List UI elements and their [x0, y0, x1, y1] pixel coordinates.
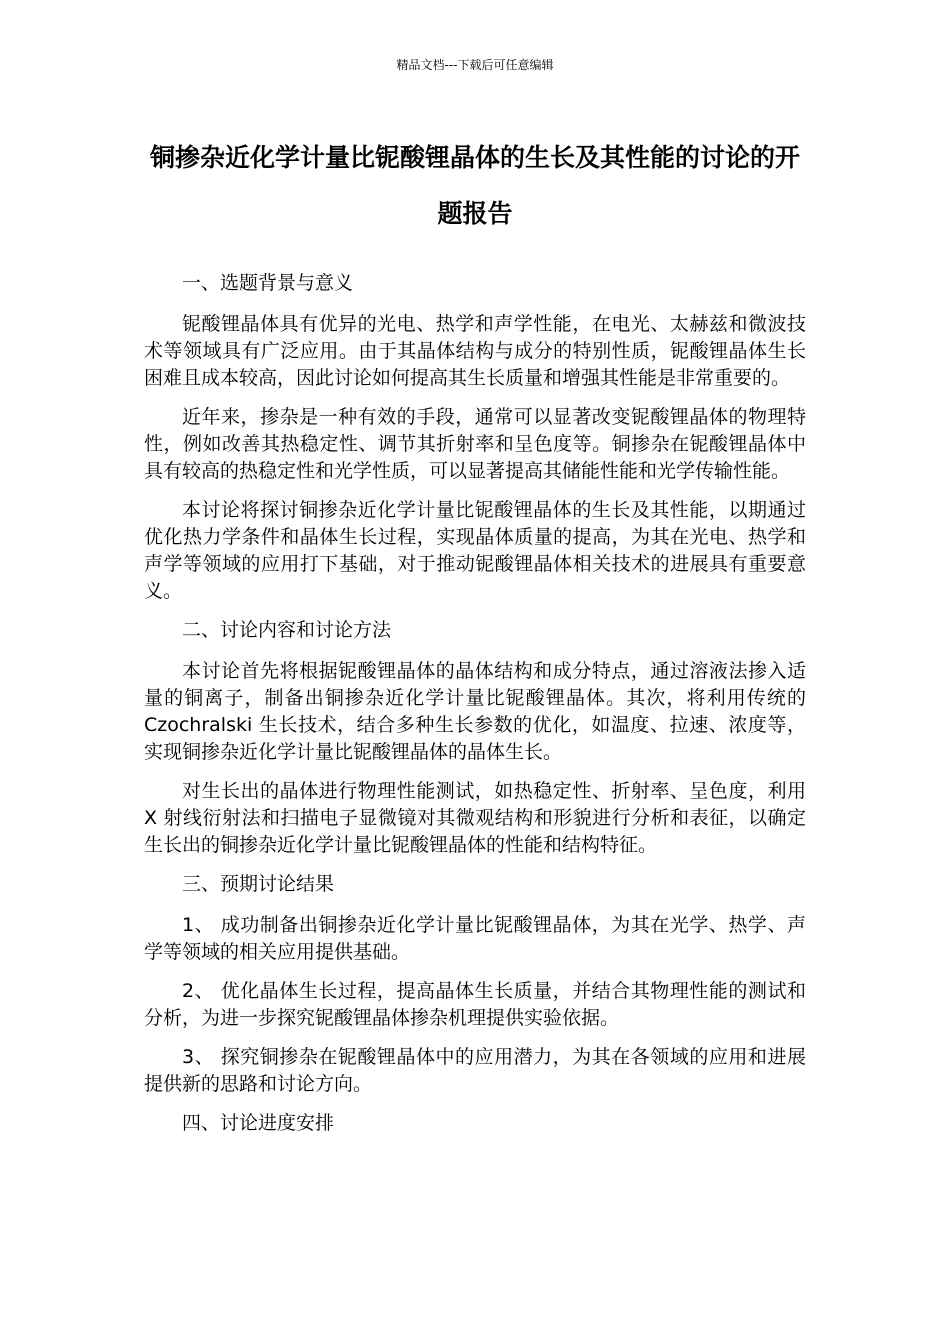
document-title: 铜掺杂近化学计量比铌酸锂晶体的生长及其性能的讨论的开题报告	[149, 143, 800, 228]
paragraph-content-2: 对生长出的晶体进行物理性能测试，如热稳定性、折射率、呈色度，利用 X 射线衍射法和扫描电子显微镜对其微观结构和形貌进行分析和表征，以确定生长出的铜掺杂近化学计量比铌酸锂晶体的性能和结构特征。	[144, 780, 806, 856]
section-heading-content-method: 二、讨论内容和讨论方法	[182, 619, 392, 641]
paragraph-content-1: 本讨论首先将根据铌酸锂晶体的晶体结构和成分特点，通过溶液法掺入适量的铜离子，制备出铜掺杂近化学计量比铌酸锂晶体。其次，将利用传统的 Czochralski 生长技术，结合多种生长参数的优化，如温度、拉速、浓度等，实现铜掺杂近化学计量比铌酸锂晶体的晶体生长。	[144, 660, 806, 763]
result-item-1: 1、 成功制备出铜掺杂近化学计量比铌酸锂晶体，为其在光学、热学、声学等领域的相关应用提供基础。	[144, 914, 806, 963]
paragraph-background-1: 铌酸锂晶体具有优异的光电、热学和声学性能，在电光、太赫兹和微波技术等领域具有广泛应用。由于其晶体结构与成分的特别性质，铌酸锂晶体生长困难且成本较高，因此讨论如何提高其生长质量和增强其性能是非常重要的。	[144, 313, 806, 389]
result-item-3: 3、 探究铜掺杂在铌酸锂晶体中的应用潜力，为其在各领域的应用和进展提供新的思路和讨论方向。	[144, 1046, 806, 1095]
paragraph-background-2: 近年来，掺杂是一种有效的手段，通常可以显著改变铌酸锂晶体的物理特性，例如改善其热稳定性、调节其折射率和呈色度等。铜掺杂在铌酸锂晶体中具有较高的热稳定性和光学性质，可以显著提高其储能性能和光学传输性能。	[144, 406, 806, 482]
document-body	[144, 270, 806, 1151]
section-heading-expected-results: 三、预期讨论结果	[182, 873, 335, 895]
header-note: 精品文档---下载后可任意编辑	[396, 58, 554, 72]
section-heading-schedule: 四、讨论进度安排	[182, 1112, 335, 1134]
paragraph-background-3: 本讨论将探讨铜掺杂近化学计量比铌酸锂晶体的生长及其性能，以期通过优化热力学条件和晶体生长过程，实现晶体质量的提高，为其在光电、热学和声学等领域的应用打下基础，对于推动铌酸锂晶体相关技术的进展具有重要意义。	[144, 499, 806, 602]
result-item-2: 2、 优化晶体生长过程，提高晶体生长质量，并结合其物理性能的测试和分析，为进一步探究铌酸锂晶体掺杂机理提供实验依据。	[144, 980, 806, 1029]
section-heading-background: 一、选题背景与意义	[182, 272, 354, 294]
